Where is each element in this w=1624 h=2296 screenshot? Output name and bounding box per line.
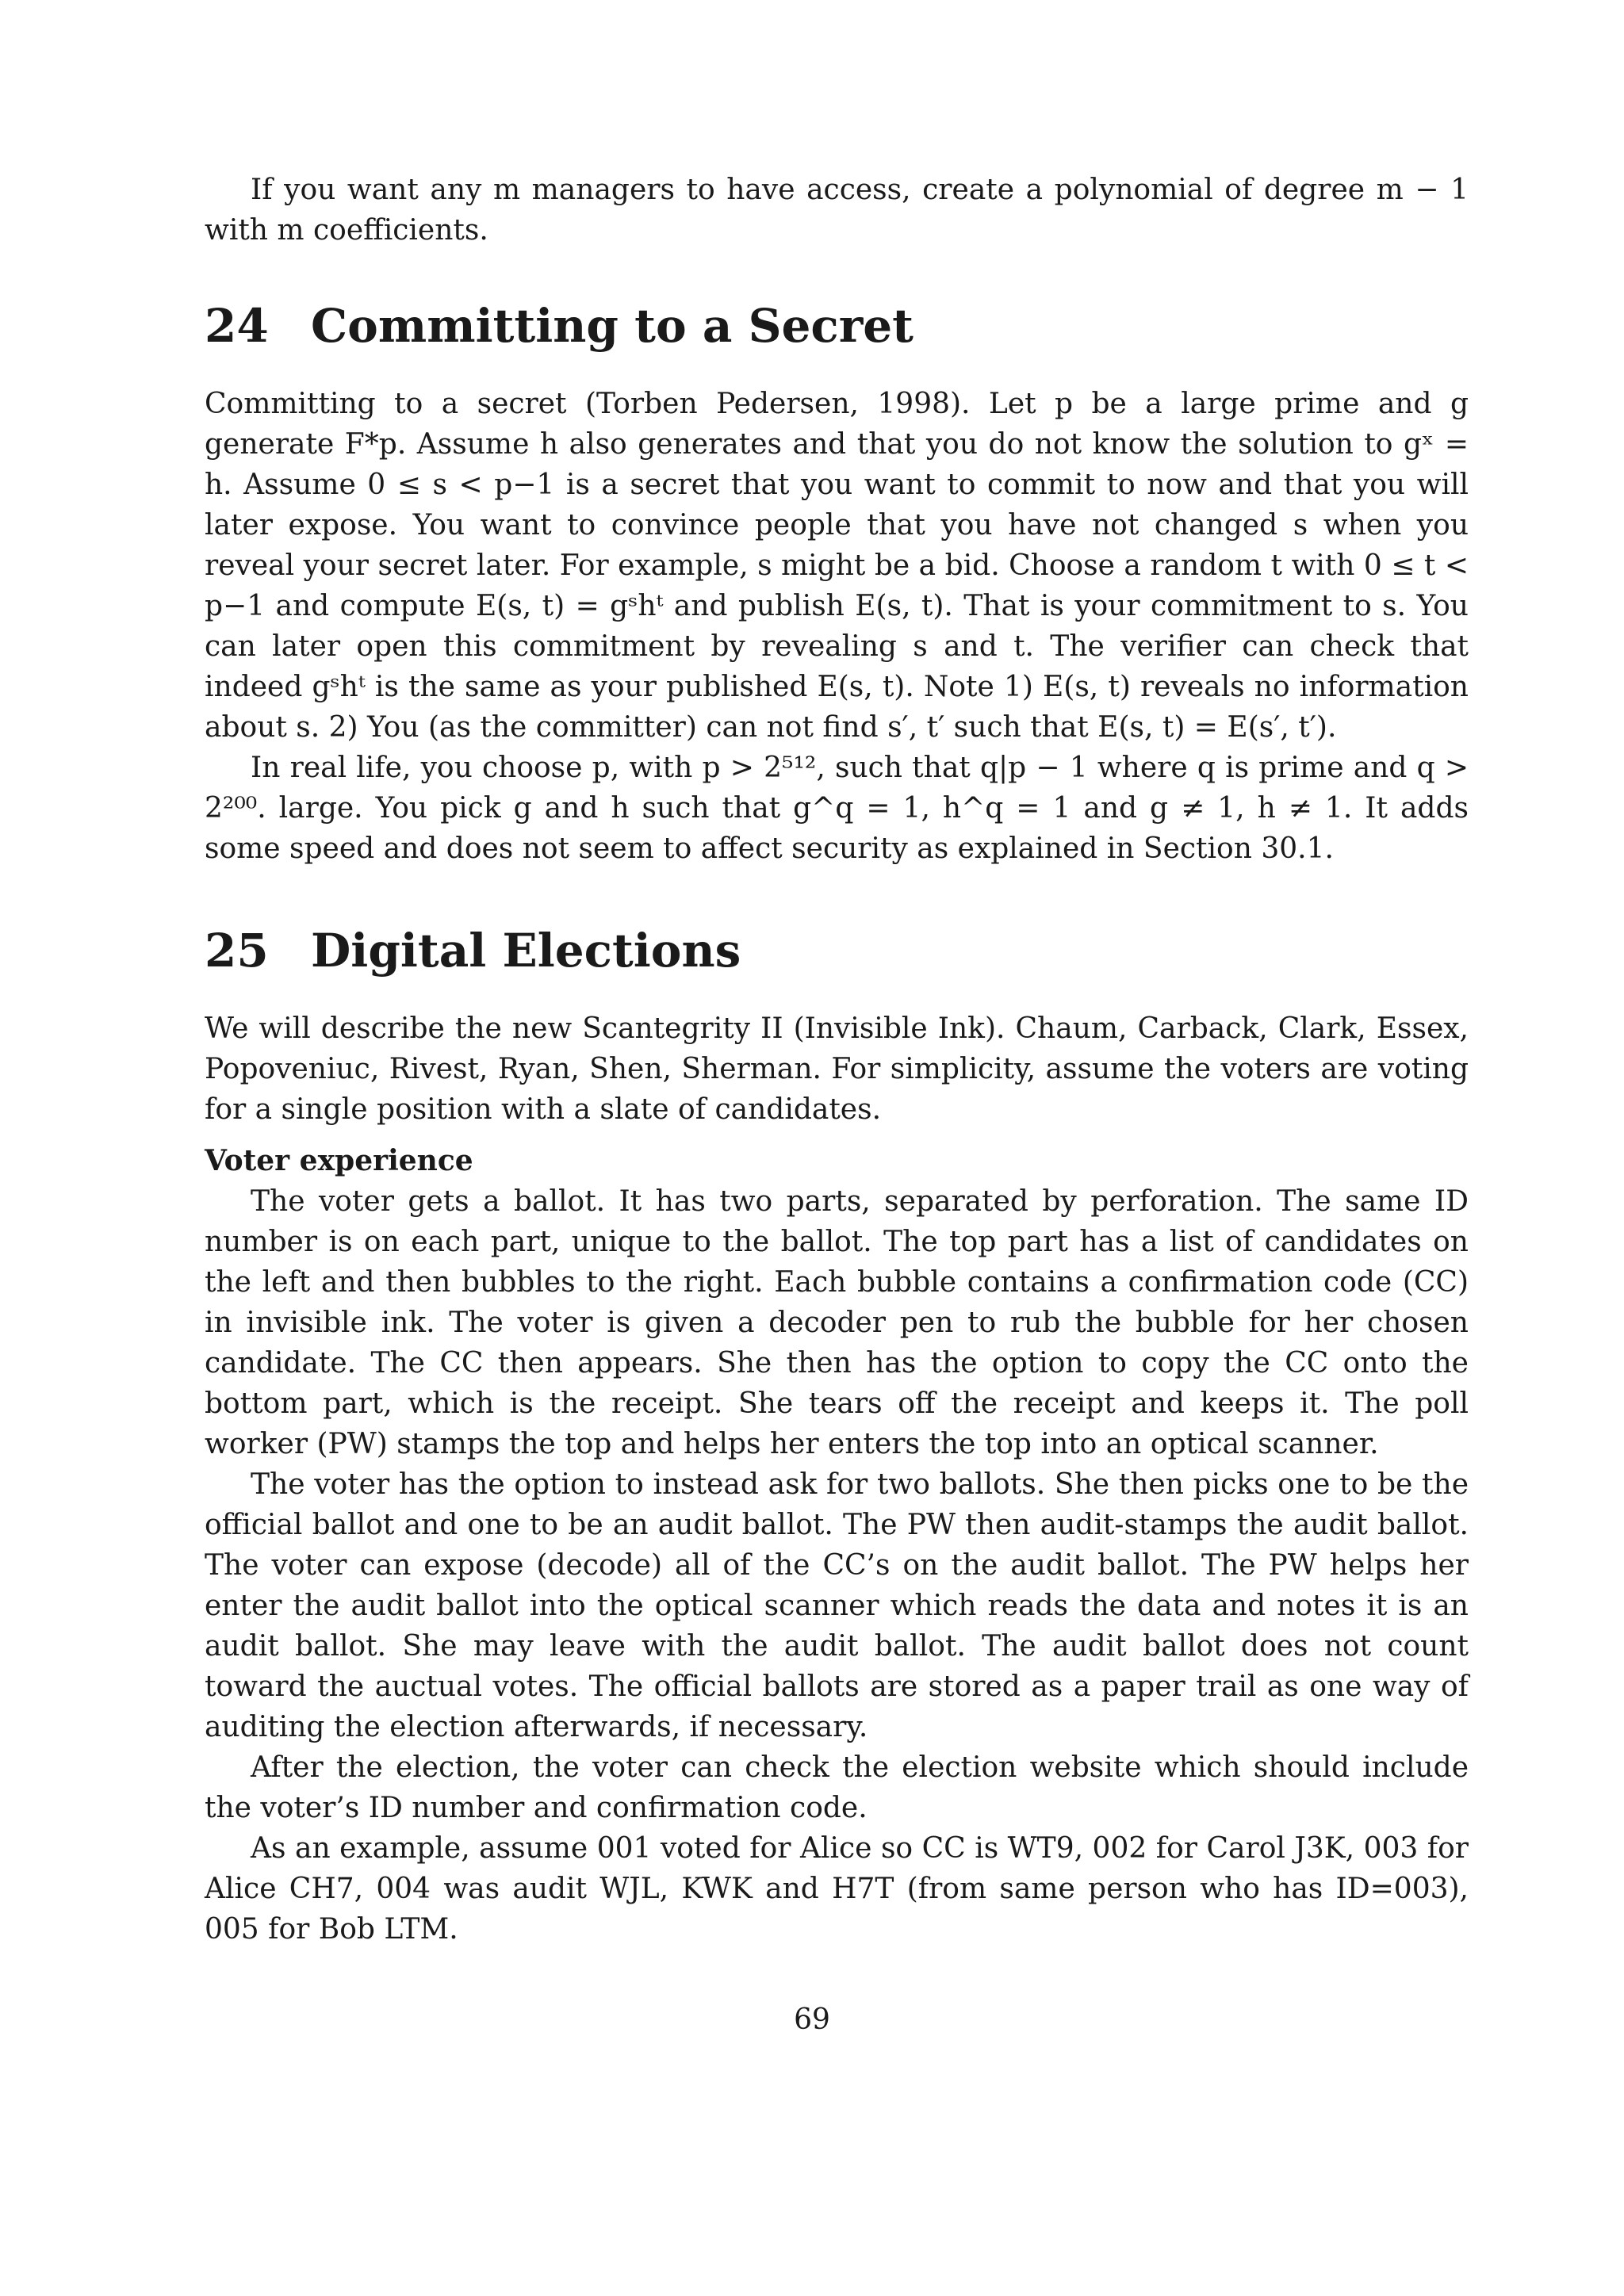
section-25-paragraph-5: As an example, assume 001 voted for Alice so CC is WT9, 002 for Carol J3K, 003 for Alice CH7, 004 was audit WJL, KWK and H7T (from same person who has ID=003), 005 for Bob LTM. <box>205 1832 1469 1946</box>
section-24-paragraph-1: Committing to a secret (Torben Pedersen, 1998). Let p be a large prime and g generate F*p. Assume h also generates and that you do not know the solution to gˣ = h. Assume 0 ≤ s < p−1 is a secret that you want to commit to now and that you will later expose. You want to convince people that you have not changed s when you reveal your secret later. For example, s might be a bid. Choose a random t with 0 ≤ t < p−1 and compute E(s, t) = gˢhᵗ and publish E(s, t). That is your commitment to s. You can later open this commitment by revealing s and t. The verifier can check that indeed gˢhᵗ is the same as your published E(s, t). Note 1) E(s, t) reveals no information about s. 2) You (as the committer) can not find s′, t′ such that E(s, t) = E(s′, t′). <box>205 388 1469 744</box>
section-24-heading <box>205 298 1469 354</box>
section-number: 25 <box>205 924 269 978</box>
section-25-paragraph-4: After the election, the voter can check the election website which should include the voter’s ID number and confirmation code. <box>205 1751 1469 1824</box>
page-body <box>205 170 1469 1950</box>
section-25-paragraph-2: The voter gets a ballot. It has two parts, separated by perforation. The same ID number is on each part, unique to the ballot. The top part has a list of candidates on the left and then bubbles to the right. Each bubble contains a confirmation code (CC) in invisible ink. The voter is given a decoder pen to rub the bubble for her chosen candidate. The CC then appears. She then has the option to copy the CC onto the bottom part, which is the receipt. She tears off the receipt and keeps it. The poll worker (PW) stamps the top and helps her enters the top into an optical scanner. <box>205 1185 1469 1460</box>
section-title: Digital Elections <box>311 924 741 978</box>
intro-paragraph: If you want any m managers to have access, create a polynomial of degree m − 1 with m coefficients. <box>205 174 1469 247</box>
section-25-paragraph-1: We will describe the new Scantegrity II (Invisible Ink). Chaum, Carback, Clark, Essex, Popoveniuc, Rivest, Ryan, Shen, Sherman. For simplicity, assume the voters are voting for a single position with a slate of candidates. <box>205 1012 1469 1126</box>
section-24-paragraph-2: In real life, you choose p, with p > 2⁵¹², such that q|p − 1 where q is prime and q > 2²⁰⁰. large. You pick g and h such that g^q = 1, h^q = 1 and g ≠ 1, h ≠ 1. It adds some speed and does not seem to affect security as explained in Section 30.1. <box>205 752 1469 865</box>
section-number: 24 <box>205 299 269 353</box>
voter-experience-heading: Voter experience <box>205 1144 473 1177</box>
page-number: 69 <box>794 2003 830 2036</box>
section-25-heading <box>205 923 1469 978</box>
section-25-paragraph-3: The voter has the option to instead ask for two ballots. She then picks one to be the official ballot and one to be an audit ballot. The PW then audit-stamps the audit ballot. The voter can expose (decode) all of the CC’s on the audit ballot. The PW helps her enter the audit ballot into the optical scanner which reads the data and notes it is an audit ballot. She may leave with the audit ballot. The audit ballot does not count toward the auctual votes. The official ballots are stored as a paper trail as one way of auditing the election afterwards, if necessary. <box>205 1468 1469 1743</box>
section-title: Committing to a Secret <box>311 299 914 353</box>
